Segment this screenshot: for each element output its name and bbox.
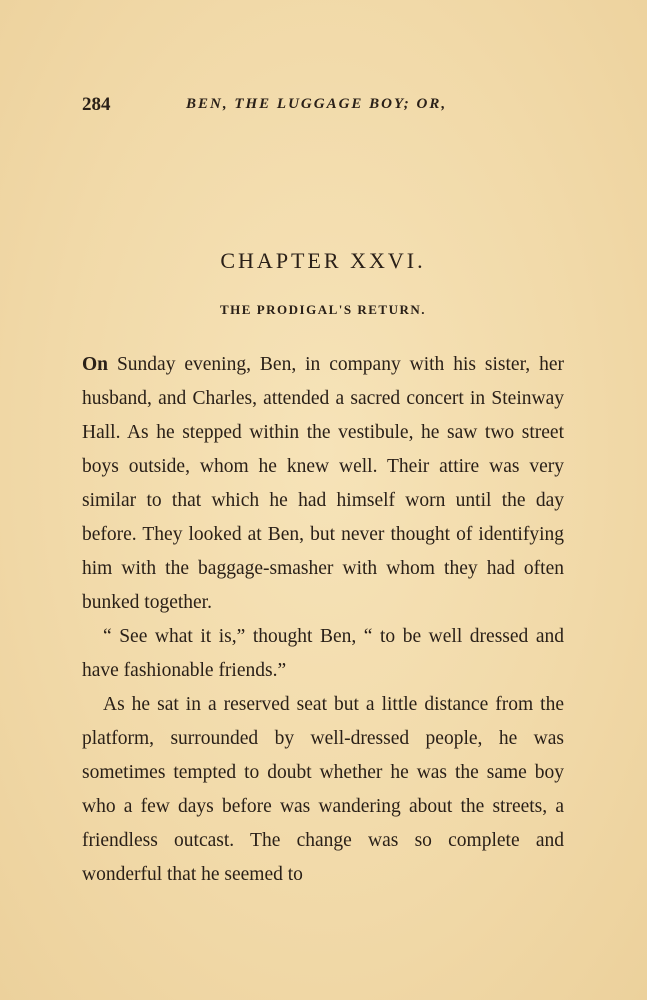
paragraph	[82, 620, 564, 688]
page-header	[82, 94, 564, 116]
paragraph-text: As he sat in a reserved seat but a little distance from the platform, surrounded by well-dressed people, he was sometimes tempted to doubt whether he was the same boy who a few days before was wandering about the streets, a friendless outcast. The change was so complete and wonderful that he seemed to	[82, 694, 564, 885]
body-text	[82, 348, 564, 892]
paragraph	[82, 688, 564, 892]
paragraph-lead-word: On	[82, 354, 109, 375]
paragraph	[82, 348, 564, 620]
chapter-title: CHAPTER XXVI.	[220, 248, 426, 273]
paragraph-text: Sunday evening, Ben, in company with his sister, her husband, and Charles, attended a sacred concert in Steinway Hall. As he stepped within the vestibule, he saw two street boys outside, whom he knew well. Their attire was very similar to that which he had himself worn until the day before. They looked at Ben, but never thought of identifying him with the baggage-smasher with whom they had often bunked together.	[82, 354, 564, 613]
page-number: 284	[82, 94, 111, 115]
paragraph-text: “ See what it is,” thought Ben, “ to be well dressed and have fashionable friends.”	[82, 626, 564, 681]
running-head: BEN, THE LUGGAGE BOY; OR,	[186, 96, 448, 112]
chapter-subtitle: THE PRODIGAL'S RETURN.	[220, 302, 426, 317]
